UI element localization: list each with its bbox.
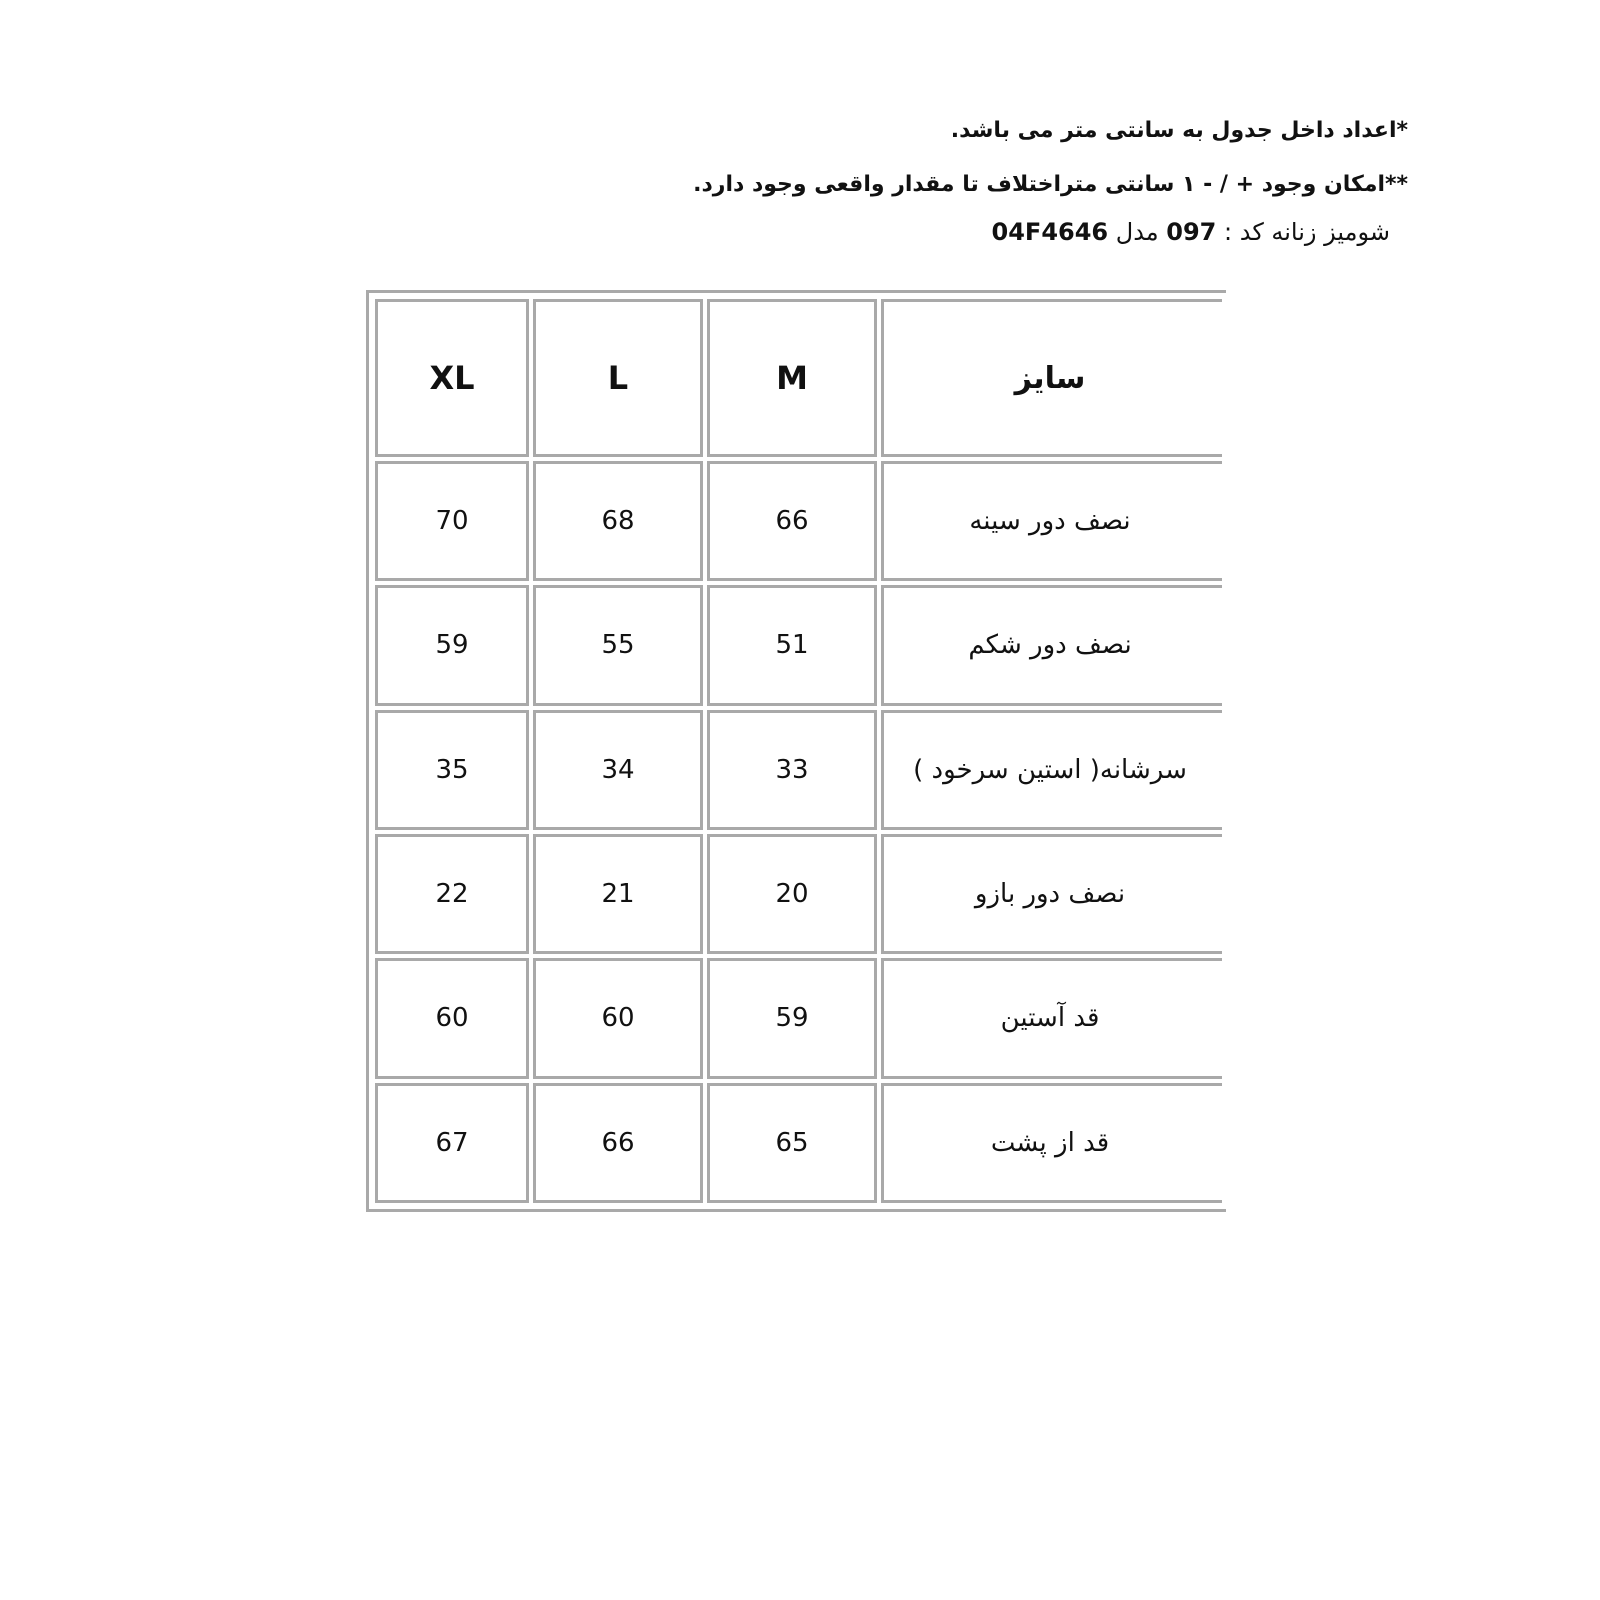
cell-m: 66	[707, 461, 877, 581]
cell-m: 65	[707, 1083, 877, 1203]
header-size-xl: XL	[375, 299, 529, 457]
product-model-label: مدل	[1108, 218, 1167, 246]
cell-m: 59	[707, 958, 877, 1078]
table-row	[375, 461, 1222, 581]
table-row	[375, 834, 1222, 954]
cell-m: 51	[707, 585, 877, 705]
cell-m: 33	[707, 710, 877, 830]
cell-xl: 22	[375, 834, 529, 954]
product-model: 04F4646	[991, 218, 1109, 246]
table-row	[375, 585, 1222, 705]
table-header-row	[375, 299, 1222, 457]
cell-xl: 35	[375, 710, 529, 830]
header-size-m: M	[707, 299, 877, 457]
table-row	[375, 958, 1222, 1078]
note-tolerance: **امکان وجود + / - ۱ سانتی متراختلاف تا مقدار واقعی وجود دارد.	[693, 172, 1408, 197]
cell-l: 60	[533, 958, 703, 1078]
cell-m: 20	[707, 834, 877, 954]
product-title	[992, 218, 1390, 246]
size-table	[366, 290, 1226, 1212]
row-label: سرشانه( استین سرخود )	[881, 710, 1222, 830]
cell-xl: 67	[375, 1083, 529, 1203]
cell-l: 21	[533, 834, 703, 954]
product-prefix: شومیز زنانه کد :	[1216, 218, 1390, 246]
cell-l: 66	[533, 1083, 703, 1203]
row-label: نصف دور شکم	[881, 585, 1222, 705]
header-size-label: سایز	[881, 299, 1222, 457]
cell-l: 68	[533, 461, 703, 581]
cell-xl: 70	[375, 461, 529, 581]
product-code: 097	[1166, 218, 1217, 246]
cell-xl: 59	[375, 585, 529, 705]
row-label: نصف دور سینه	[881, 461, 1222, 581]
cell-l: 34	[533, 710, 703, 830]
note-units: *اعداد داخل جدول به سانتی متر می باشد.	[950, 118, 1408, 143]
cell-l: 55	[533, 585, 703, 705]
table-row	[375, 1083, 1222, 1203]
header-size-l: L	[533, 299, 703, 457]
row-label: قد آستین	[881, 958, 1222, 1078]
row-label: قد از پشت	[881, 1083, 1222, 1203]
cell-xl: 60	[375, 958, 529, 1078]
row-label: نصف دور بازو	[881, 834, 1222, 954]
table-row	[375, 710, 1222, 830]
